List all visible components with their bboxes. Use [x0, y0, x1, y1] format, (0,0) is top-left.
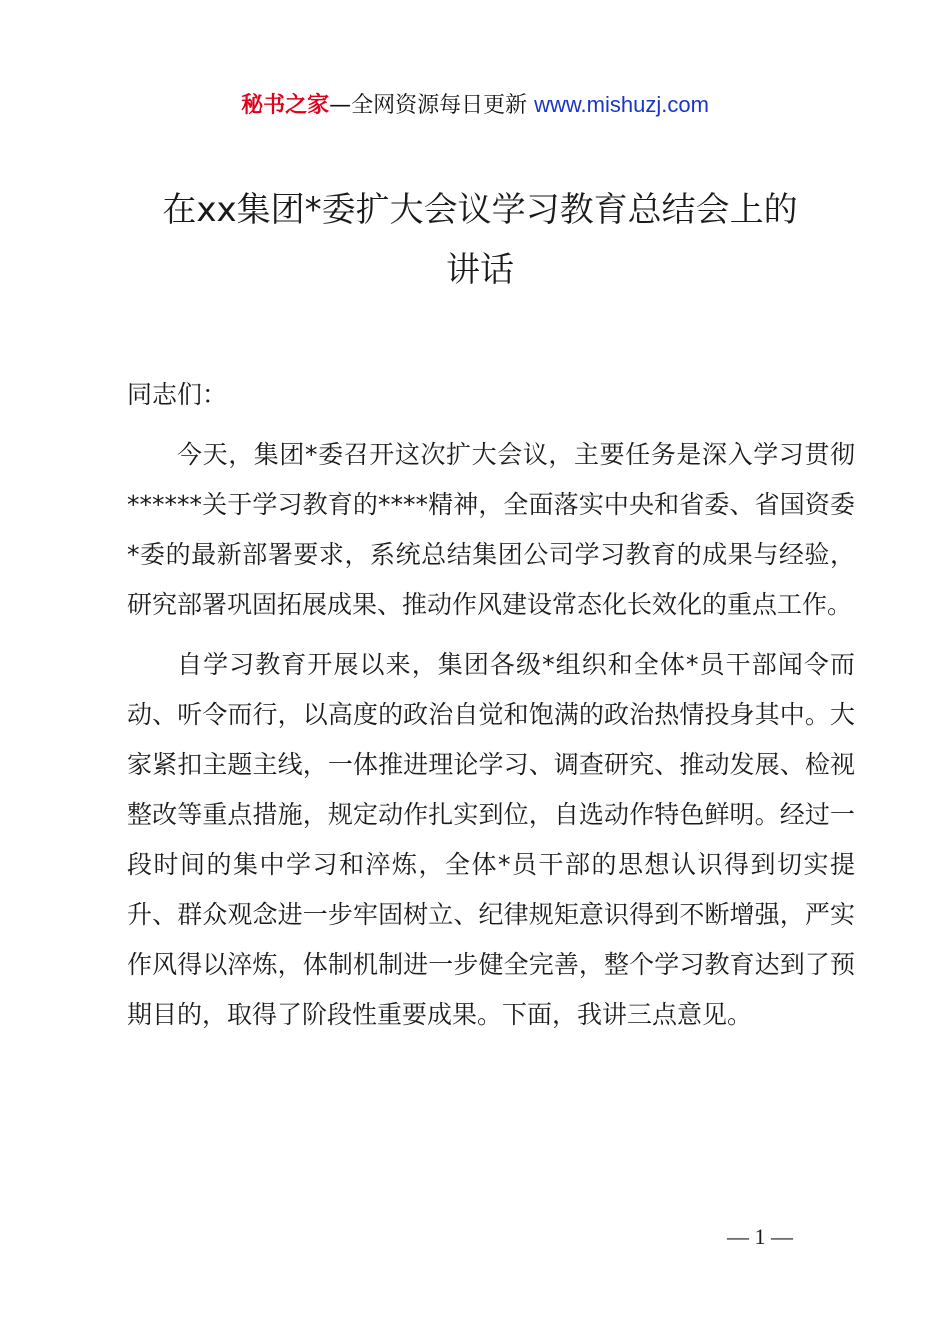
banner-tagline: —全网资源每日更新 — [329, 93, 528, 118]
paragraph-2: 自学习教育开展以来，集团各级*组织和全体*员干部闻令而动、听令而行，以高度的政治自觉和饱满的政治热情投身其中。大家紧扣主题主线，一体推进理论学习、调查研究、推动发展、检视整改等重点措施，规定动作扎实到位，自选动作特色鲜明。经过一段时间的集中学习和淬炼，全体*员干部的思想认识得到切实提升、群众观念进一步牢固树立、纪律规矩意识得到不断增强，严实作风得以淬炼，体制机制进一步健全完善，整个学习教育达到了预期目的，取得了阶段性重要成果。下面，我讲三点意见。 — [127, 650, 855, 1029]
brand-name: 秘书之家 — [241, 93, 330, 118]
site-banner — [0, 90, 950, 121]
title-line-1: 在xx集团*委扩大会议学习教育总结会上的 — [162, 190, 798, 230]
title-line-2: 讲话 — [446, 250, 514, 290]
paragraph-1: 今天，集团*委召开这次扩大会议，主要任务是深入学习贯彻******关于学习教育的****精神，全面落实中央和省委、省国资委*委的最新部署要求，系统总结集团公司学习教育的成果与经验，研究部署巩固拓展成果、推动作风建设常态化长效化的重点工作。 — [127, 440, 855, 619]
salutation: 同志们： — [127, 380, 228, 409]
document-body — [127, 370, 855, 1050]
document-title — [120, 180, 840, 300]
site-url-link[interactable]: www.mishuzj.com — [534, 92, 709, 117]
page-number: — 1 — — [727, 1224, 793, 1249]
